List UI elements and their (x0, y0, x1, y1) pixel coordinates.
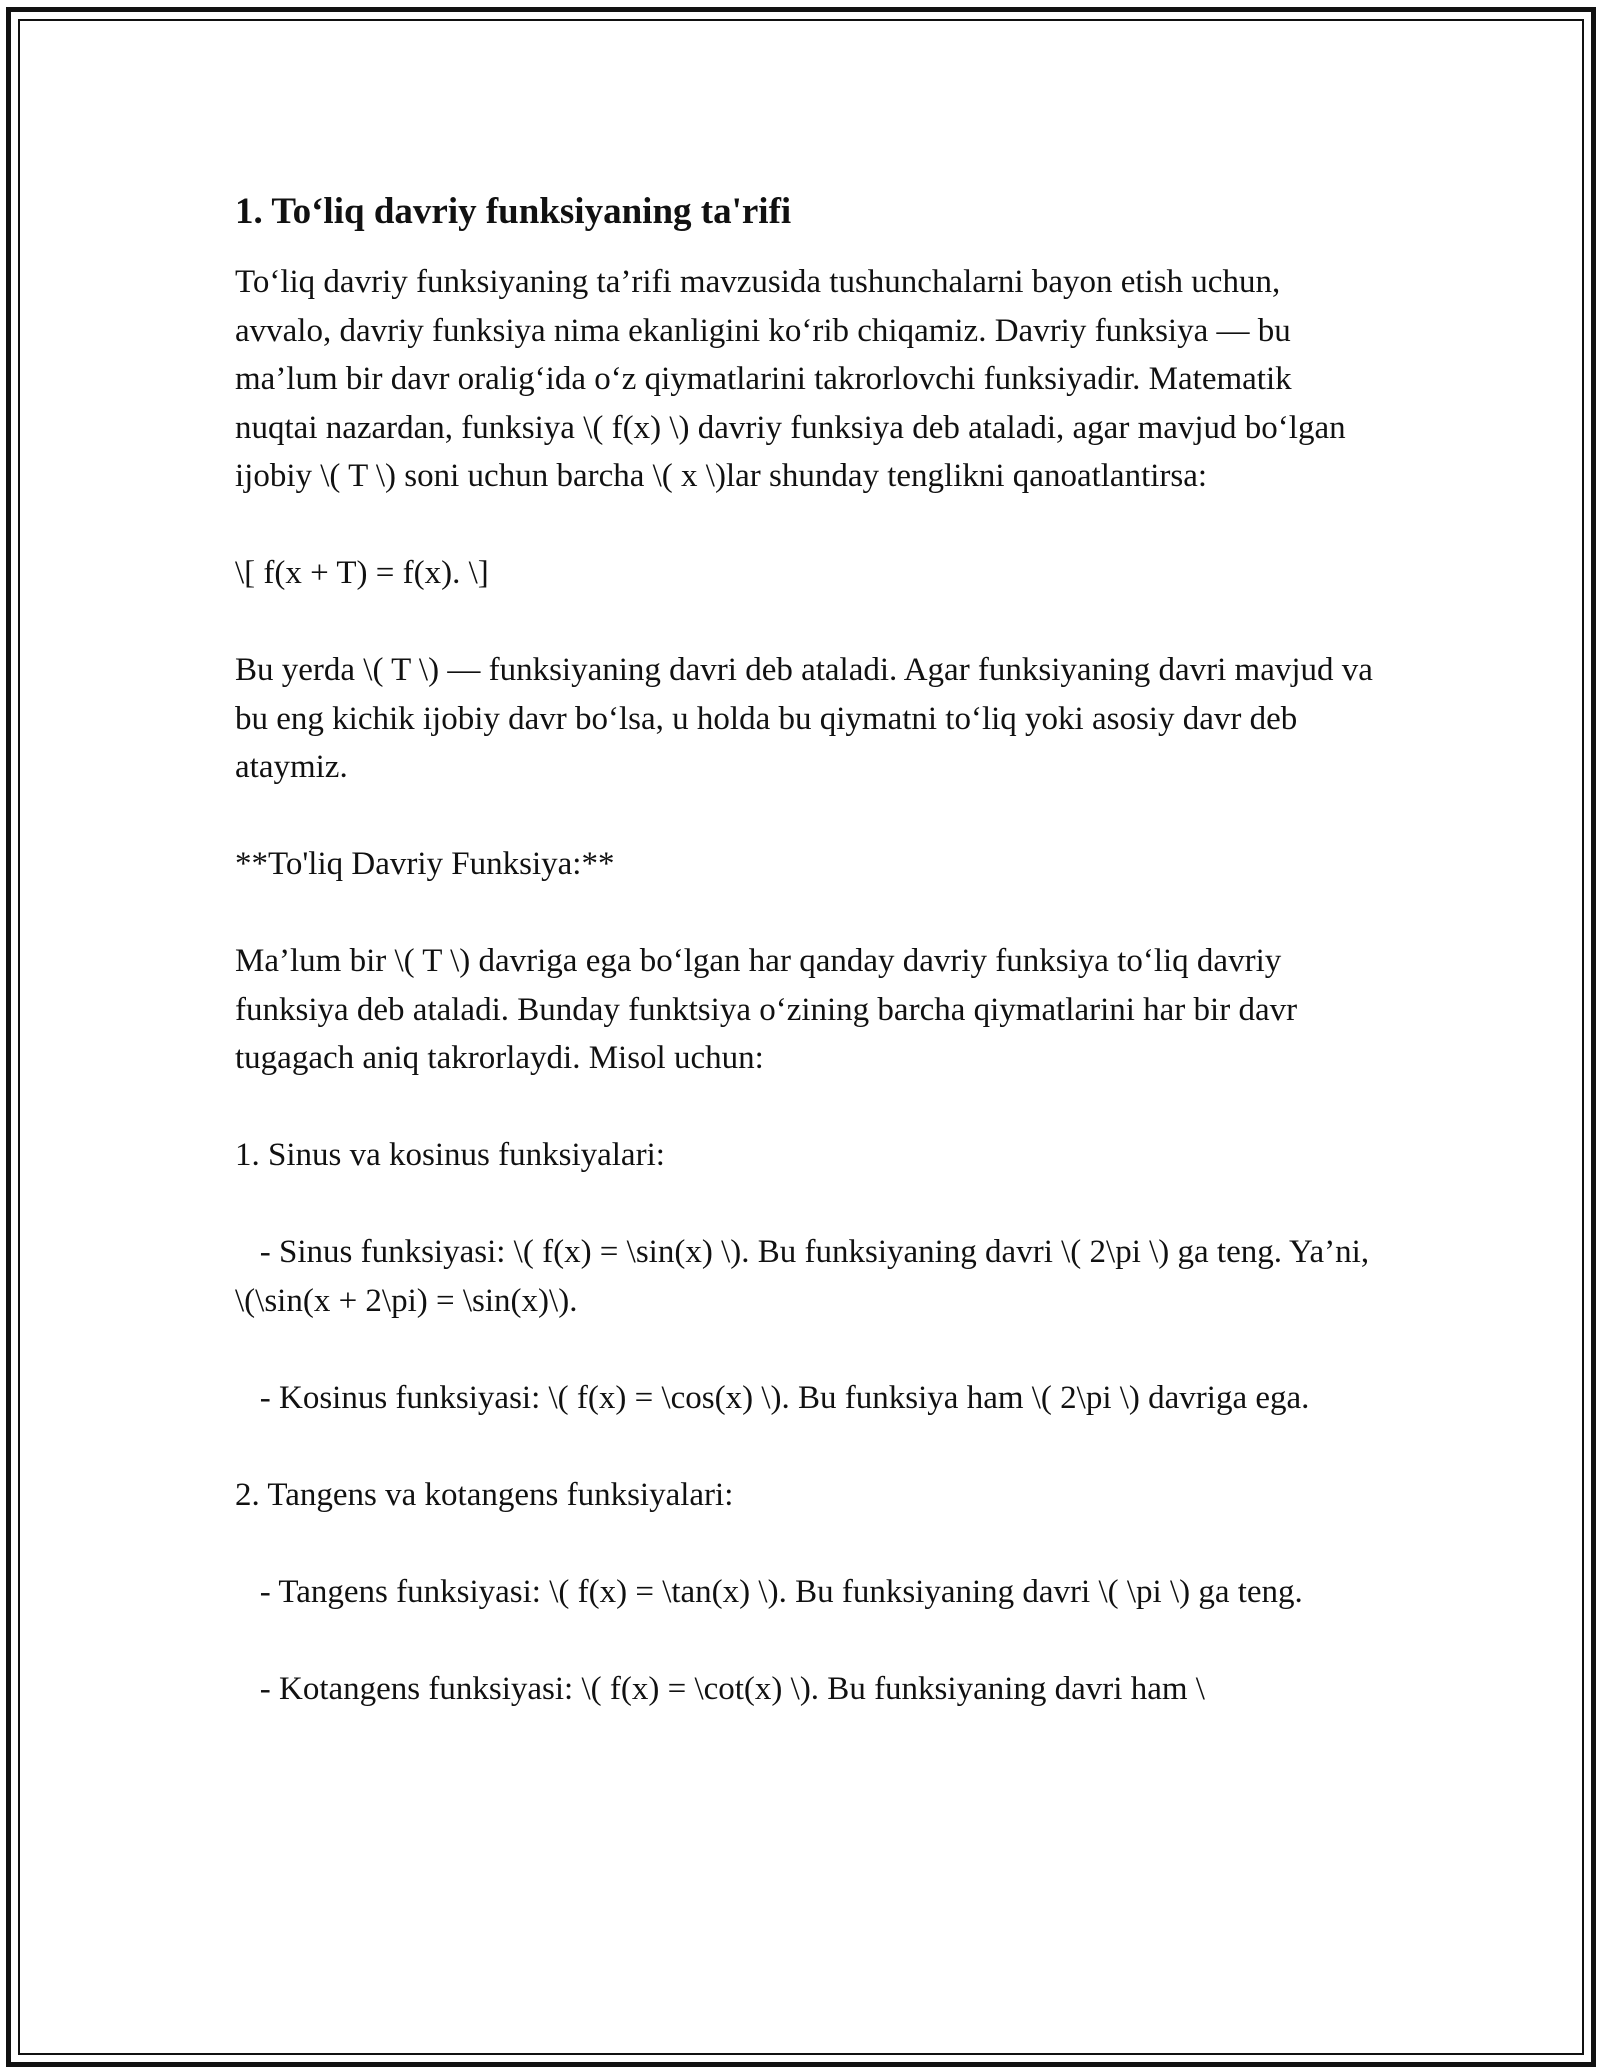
section-heading: 1. To‘liq davriy funksiyaning ta'rifi (235, 191, 792, 232)
subheading-full-periodic: **To'liq Davriy Funksiya:** (235, 846, 615, 882)
paragraph-period-definition: Bu yerda \( T \) — funksiyaning davri deb ataladi. Agar funksiyaning davri mavjud va bu eng kichik ijobiy davr bo‘lsa, u holda bu qiymatni to‘liq yoki asosiy davr deb ataymiz. (235, 652, 1382, 785)
equation-periodicity: \[ f(x + T) = f(x). \] (235, 555, 489, 591)
paragraph-gap (235, 792, 1375, 841)
paragraph-gap (235, 501, 1375, 550)
paragraph-full-periodic: Ma’lum bir \( T \) davriga ega bo‘lgan har qanday davriy funksiya to‘liq davriy funksiya deb ataladi. Bunday funktsiya o‘zining barcha qiymatlarini har bir davr tugagach aniq takrorlaydi. Misol uchun: (235, 943, 1306, 1076)
paragraph-gap (235, 1616, 1375, 1665)
list-subitem-kotangens: - Kotangens funksiyasi: \( f(x) = \cot(x) \). Bu funksiyaning davri ham \ (235, 1670, 1205, 1707)
list-subitem-sinus: - Sinus funksiyasi: \( f(x) = \sin(x) \). Bu funksiyaning davri \( 2\pi \) ga teng. Ya’ni, \(\sin(x + 2\pi) = \sin(x)\). (235, 1234, 1378, 1319)
paragraph-gap (235, 1325, 1375, 1374)
list-subitem-kosinus: - Kosinus funksiyasi: \( f(x) = \cos(x) \). Bu funksiya ham \( 2\pi \) davriga ega. (235, 1379, 1310, 1416)
document-body (235, 188, 1382, 1713)
paragraph-gap (235, 1519, 1375, 1568)
paragraph-gap (235, 1180, 1375, 1229)
paragraph-gap (235, 889, 1375, 938)
paragraph-intro: To‘liq davriy funksiyaning ta’rifi mavzusida tushunchalarni bayon etish uchun, avvalo, davriy funksiya nima ekanligini ko‘rib chiqamiz. Davriy funksiya — bu ma’lum bir davr oralig‘ida o‘z qiymatlarini takrorlovchi funksiyadir. Matematik nuqtai nazardan, funksiya \( f(x) \) davriy funksiya deb ataladi, agar mavjud bo‘lgan ijobiy \( T \) soni uchun barcha \( x \)lar shunday tenglikni qanoatlantirsa: (235, 264, 1354, 494)
list-subitem-tangens: - Tangens funksiyasi: \( f(x) = \tan(x) \). Bu funksiyaning davri \( \pi \) ga teng. (235, 1573, 1303, 1610)
list-item-tan-cot: 2. Tangens va kotangens funksiyalari: (235, 1476, 734, 1513)
paragraph-gap (235, 1422, 1375, 1471)
paragraph-gap (235, 598, 1375, 647)
list-item-sin-cos: 1. Sinus va kosinus funksiyalari: (235, 1137, 665, 1173)
paragraph-gap (235, 1083, 1375, 1132)
